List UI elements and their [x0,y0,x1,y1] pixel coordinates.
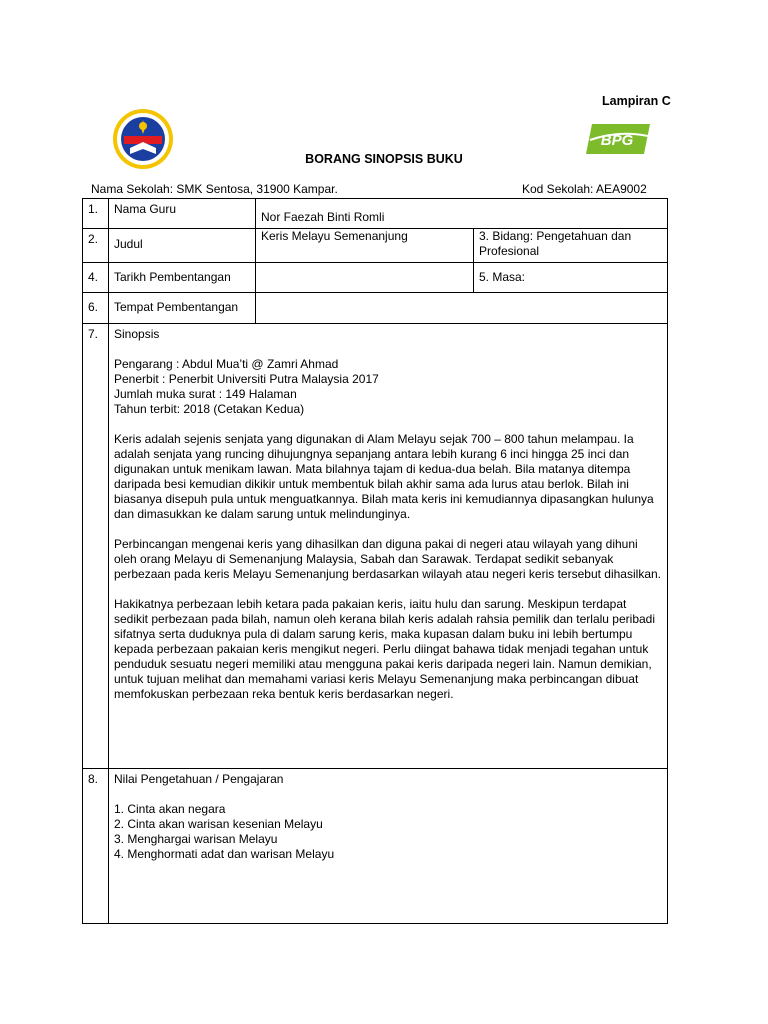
row-tarikh [83,263,668,293]
row-label: Tempat Pembentangan [109,293,256,324]
detail-pengarang: Pengarang : Abdul Mua’ti @ Zamri Ahmad [114,357,339,371]
judul-value: Keris Melayu Semenanjung [256,229,474,263]
masa-value: 5. Masa: [474,263,668,293]
row-label: Judul [109,229,256,263]
row-nama-guru [83,199,668,229]
svg-text:BPG: BPG [600,132,634,149]
row-number: 4. [83,263,109,293]
row-label: Tarikh Pembentangan [109,263,256,293]
list-item: 3. Menghargai warisan Melayu [114,832,278,846]
form-title: BORANG SINOPSIS BUKU [305,152,463,166]
list-item: 4. Menghormati adat dan warisan Melayu [114,847,335,861]
nilai-cell [109,769,668,924]
tarikh-value [256,263,474,293]
detail-penerbit: Penerbit : Penerbit Universiti Putra Malaysia 2017 [114,372,379,386]
sinopsis-paragraph: Hakikatnya perbezaan lebih ketara pada pakaian keris, iaitu hulu dan sarung. Meskipun terdapat sedikit perbezaan pada bilah, namun oleh kerana bilah keris adalah rahsia pemilik dan terlalu peribadi sifatnya serta duduknya pula di dalam sarung keris, maka kupasan dalam buku ini lebih bertumpu kepada perbezaan pakaian keris mengikut negeri. Perlu diingat bahawa tidak menjadi tegahan untuk penduduk sesuatu negeri memiliki atau mengguna pakai keris daripada negeri lain. Namun demikian, untuk tujuan melihat dan memahami variasi keris Melayu Semenanjung maka perbincangan dibuat memfokuskan perbezaan reka bentuk keris berdasarkan negeri. [114,597,656,701]
row-nilai [83,769,668,924]
list-item: 1. Cinta akan negara [114,802,226,816]
list-item: 2. Cinta akan warisan kesenian Melayu [114,817,323,831]
row-tempat [83,293,668,324]
row-sinopsis [83,324,668,769]
nama-guru-value: Nor Faezah Binti Romli [256,199,668,229]
row-number: 1. [83,199,109,229]
nama-sekolah: Nama Sekolah: SMK Sentosa, 31900 Kampar. [91,182,338,196]
detail-muka-surat: Jumlah muka surat : 149 Halaman [114,387,297,401]
tempat-value [256,293,668,324]
kod-sekolah: Kod Sekolah: AEA9002 [522,182,647,196]
sinopsis-paragraph: Keris adalah sejenis senjata yang digunakan di Alam Melayu sejak 700 – 800 tahun melampau. Ia adalah senjata yang runcing dihujungnya sepanjang antara lebih kurang 6 inci hingga 25 inci dan digunakan untuk menikam lawan. Mata bilahnya tajam di kedua-dua belah. Bila matanya ditempa daripada besi kemudian dikikir untuk membentuk bilah akhir sama ada lurus atau berlok. Bilah ini biasanya disepuh pula untuk menguatkannya. Bilah mata keris ini kemudiannya dipasangkan hulunya dan dimasukkan ke dalam sarung untuk melindunginya. [114,432,654,521]
lampiran-label: Lampiran C [602,94,671,108]
synopsis-form-table [82,198,668,924]
nilai-list [114,802,662,862]
sinopsis-paragraph: Perbincangan mengenai keris yang dihasilkan dan diguna pakai di negeri atau wilayah yang dihuni oleh orang Melayu di Semenanjung Malaysia, Sabah dan Sarawak. Terdapat sedikit sebanyak perbezaan pada keris Melayu Semenanjung berdasarkan wilayah atau negeri keris tersebut dihasilkan. [114,537,661,581]
nilai-heading: Nilai Pengetahuan / Pengajaran [114,772,284,786]
row-judul [83,229,668,263]
row-number: 8. [83,769,109,924]
book-details [114,357,662,417]
row-label: Nama Guru [109,199,256,229]
sinopsis-heading: Sinopsis [114,327,160,341]
detail-tahun-terbit: Tahun terbit: 2018 (Cetakan Kedua) [114,402,305,416]
row-number: 6. [83,293,109,324]
sinopsis-cell [109,324,668,769]
row-number: 2. [83,229,109,263]
row-number: 7. [83,324,109,769]
bidang-value: 3. Bidang: Pengetahuan dan Profesional [474,229,668,263]
